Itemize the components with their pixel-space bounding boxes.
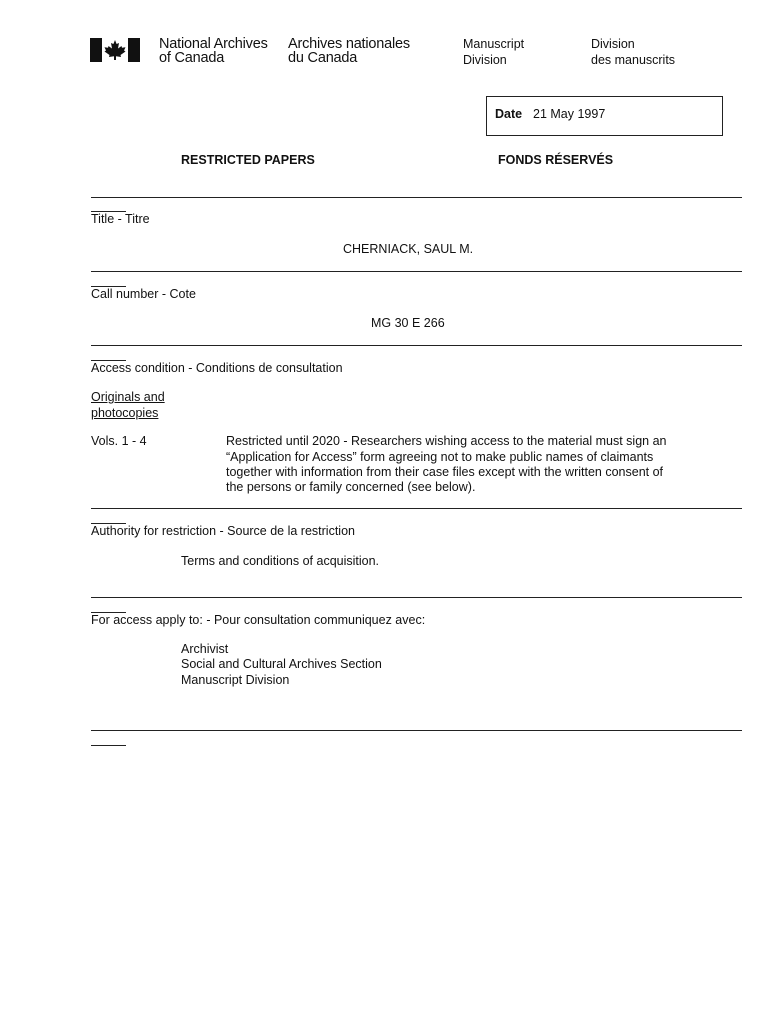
divider-rule bbox=[91, 508, 742, 509]
apply-contact-line1: Archivist bbox=[181, 642, 229, 656]
call-number-label: Call number - Cote bbox=[91, 287, 196, 301]
heading-restricted-papers: RESTRICTED PAPERS bbox=[181, 153, 315, 167]
divider-rule bbox=[91, 730, 742, 731]
division-en-line1: Manuscript bbox=[463, 37, 525, 51]
date-value: 21 May 1997 bbox=[533, 107, 606, 121]
apply-contact-line2: Social and Cultural Archives Section bbox=[181, 657, 382, 671]
originals-subhead-line2: photocopies bbox=[91, 406, 159, 420]
maple-leaf-icon bbox=[104, 40, 126, 60]
divider-rule bbox=[91, 197, 742, 198]
heading-fonds-reserves: FONDS RÉSERVÉS bbox=[498, 153, 614, 167]
logo-text-fr-line2: du Canada bbox=[288, 50, 358, 66]
divider-stub bbox=[91, 745, 126, 746]
date-label: Date bbox=[495, 107, 523, 121]
logo-text-en-line2: of Canada bbox=[159, 50, 225, 66]
divider-rule bbox=[91, 271, 742, 272]
logo-text-en-line1: National Archives bbox=[159, 36, 268, 52]
restriction-text-line3: together with information from their case files except with the written consent of bbox=[226, 465, 664, 479]
divider-rule bbox=[91, 345, 742, 346]
title-value: CHERNIACK, SAUL M. bbox=[343, 242, 474, 256]
logo-text-fr-line1: Archives nationales bbox=[288, 36, 410, 52]
vols-label: Vols. 1 - 4 bbox=[91, 434, 147, 448]
access-condition-label: Access condition - Conditions de consultation bbox=[91, 361, 343, 375]
call-number-value: MG 30 E 266 bbox=[371, 316, 445, 330]
apply-label: For access apply to: - Pour consultation communiquez avec: bbox=[91, 613, 426, 627]
division-fr-line2: des manuscrits bbox=[591, 53, 676, 67]
restriction-text-line2: “Application for Access” form agreeing not to make public names of claimants bbox=[226, 450, 654, 464]
division-fr-line1: Division bbox=[591, 37, 635, 51]
authority-value: Terms and conditions of acquisition. bbox=[181, 554, 380, 568]
title-label: Title - Titre bbox=[91, 212, 150, 226]
originals-subhead-line1: Originals and bbox=[91, 390, 165, 404]
apply-contact-line3: Manuscript Division bbox=[181, 673, 290, 687]
restriction-text-line1: Restricted until 2020 - Researchers wishing access to the material must sign an bbox=[226, 434, 667, 448]
restriction-text-line4: the persons or family concerned (see below). bbox=[226, 480, 476, 494]
authority-label: Authority for restriction - Source de la restriction bbox=[91, 524, 355, 538]
divider-rule bbox=[91, 597, 742, 598]
division-en-line2: Division bbox=[463, 53, 507, 67]
canada-flag-icon bbox=[90, 38, 140, 62]
